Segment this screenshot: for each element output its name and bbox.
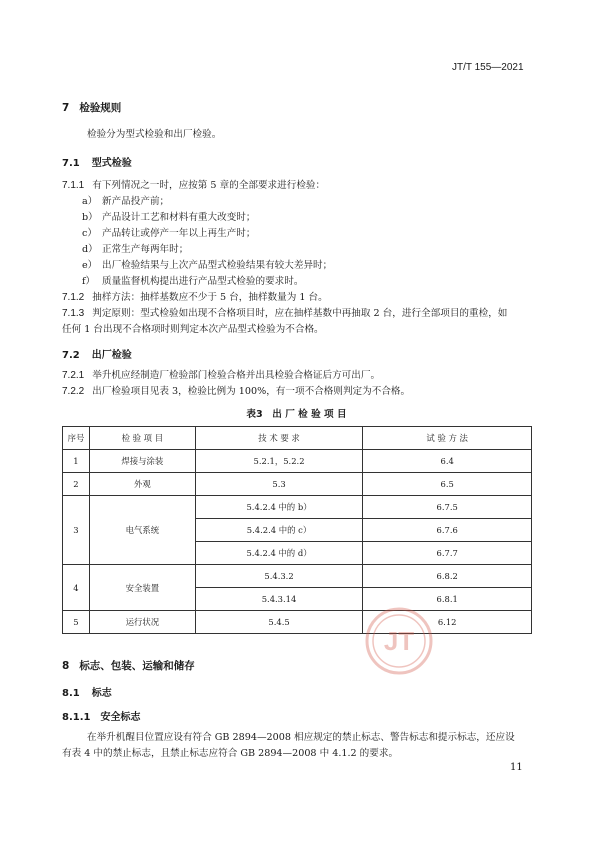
row-number: 1 [63,450,90,473]
section-number: 8.1 [62,688,80,699]
row-number: 5 [63,611,90,634]
test-method: 6.8.1 [363,588,532,611]
table-row [63,473,532,496]
section-7-intro: 检验分为型式检验和出厂检验。 [87,129,222,140]
paragraph-8-1-1: 在举升机醒目位置应设有符合 GB 2894—2008 相应规定的禁止标志、警告标志和提示标志，还应设 [87,732,515,743]
test-method: 6.7.5 [363,496,532,519]
inspection-item: 运行状况 [89,611,195,634]
table-row [63,496,532,519]
section-8-1-heading [62,684,112,699]
row-number: 4 [63,565,90,611]
clause-7-2-2 [62,384,410,400]
list-item: d） 正常生产每两年时； [82,244,189,255]
clause-7-1-1 [62,178,325,194]
table-header-row [63,427,532,450]
section-number: 7.1 [62,158,80,169]
section-number: 8 [62,660,70,672]
inspection-table [62,426,532,634]
section-title: 型式检验 [91,158,132,169]
section-title: 标志、包装、运输和储存 [79,660,195,672]
inspection-item: 外观 [89,473,195,496]
header-cell: 试 验 方 法 [363,427,532,450]
clause-text: 出厂检验项目见表 3，检验比例为 100%，有一项不合格则判定为不合格。 [92,386,411,397]
section-title: 安全标志 [100,712,141,723]
section-7-heading [62,100,121,115]
stamp-text: JT [383,626,415,656]
section-number: 8.1.1 [62,712,91,723]
section-8-heading [62,658,195,673]
test-method: 6.12 [363,611,532,634]
inspection-item: 安全装置 [89,565,195,611]
section-title: 出厂检验 [91,350,132,361]
header-cell: 序号 [63,427,90,450]
section-title: 检验规则 [79,102,122,114]
clause-text: 抽样方法：抽样基数应不少于 5 台，抽样数量为 1 台。 [92,292,328,303]
technical-requirement: 5.2.1，5.2.2 [195,450,363,473]
row-number: 2 [63,473,90,496]
test-method: 6.4 [363,450,532,473]
test-method: 6.7.7 [363,542,532,565]
clause-number: 7.1.3 [62,308,85,319]
clause-number: 7.2.1 [62,370,85,381]
technical-requirement: 5.4.5 [195,611,363,634]
clause-7-1-2 [62,290,328,306]
technical-requirement: 5.4.2.4 中的 d） [195,542,363,565]
clause-7-1-3-continued: 任何 1 台出现不合格项时则判定本次产品型式检验为不合格。 [62,324,324,335]
list-item: a） 新产品投产前； [82,196,170,207]
table-row [63,611,532,634]
clause-number: 7.1.1 [62,180,85,191]
inspection-item: 焊接与涂装 [89,450,195,473]
jt-stamp-watermark [364,606,434,676]
row-number: 3 [63,496,90,565]
section-number: 7.2 [62,350,80,361]
list-item: f） 质量监督机构提出进行产品型式检验的要求时。 [82,276,304,287]
standard-number: JT/T 155—2021 [452,62,524,73]
section-title: 标志 [91,688,112,699]
header-cell: 技 术 要 求 [195,427,363,450]
section-7-1-heading [62,154,132,169]
clause-7-2-1 [62,368,380,384]
table-caption: 表3 出 厂 检 验 项 目 [246,409,347,420]
list-item: c） 产品转让或停产一年以上再生产时； [82,228,256,239]
list-item: b） 产品设计工艺和材料有重大改变时； [82,212,256,223]
header-cell: 检 验 项 目 [89,427,195,450]
table-row [63,565,532,588]
technical-requirement: 5.4.3.2 [195,565,363,588]
section-8-1-1-heading [62,708,140,723]
technical-requirement: 5.4.2.4 中的 c） [195,519,363,542]
paragraph-8-1-1-continued: 有表 4 中的禁止标志，且禁止标志应符合 GB 2894—2008 中 4.1.2 的要求。 [62,748,399,759]
clause-number: 7.2.2 [62,386,85,397]
test-method: 6.5 [363,473,532,496]
test-method: 6.7.6 [363,519,532,542]
test-method: 6.8.2 [363,565,532,588]
clause-text: 有下列情况之一时，应按第 5 章的全部要求进行检验： [92,180,326,191]
technical-requirement: 5.3 [195,473,363,496]
list-item: e） 出厂检验结果与上次产品型式检验结果有较大差异时； [82,260,333,271]
section-number: 7 [62,102,70,114]
clause-text: 举升机应经制造厂检验部门检验合格并出具检验合格证后方可出厂。 [92,370,381,381]
clause-number: 7.1.2 [62,292,85,303]
technical-requirement: 5.4.2.4 中的 b） [195,496,363,519]
page-number: 11 [510,762,523,773]
section-7-2-heading [62,346,132,361]
table-row [63,450,532,473]
technical-requirement: 5.4.3.14 [195,588,363,611]
inspection-item: 电气系统 [89,496,195,565]
clause-7-1-3 [62,306,507,322]
clause-text: 判定原则：型式检验如出现不合格项目时，应在抽样基数中再抽取 2 台，进行全部项目的重检，如 [92,308,508,319]
